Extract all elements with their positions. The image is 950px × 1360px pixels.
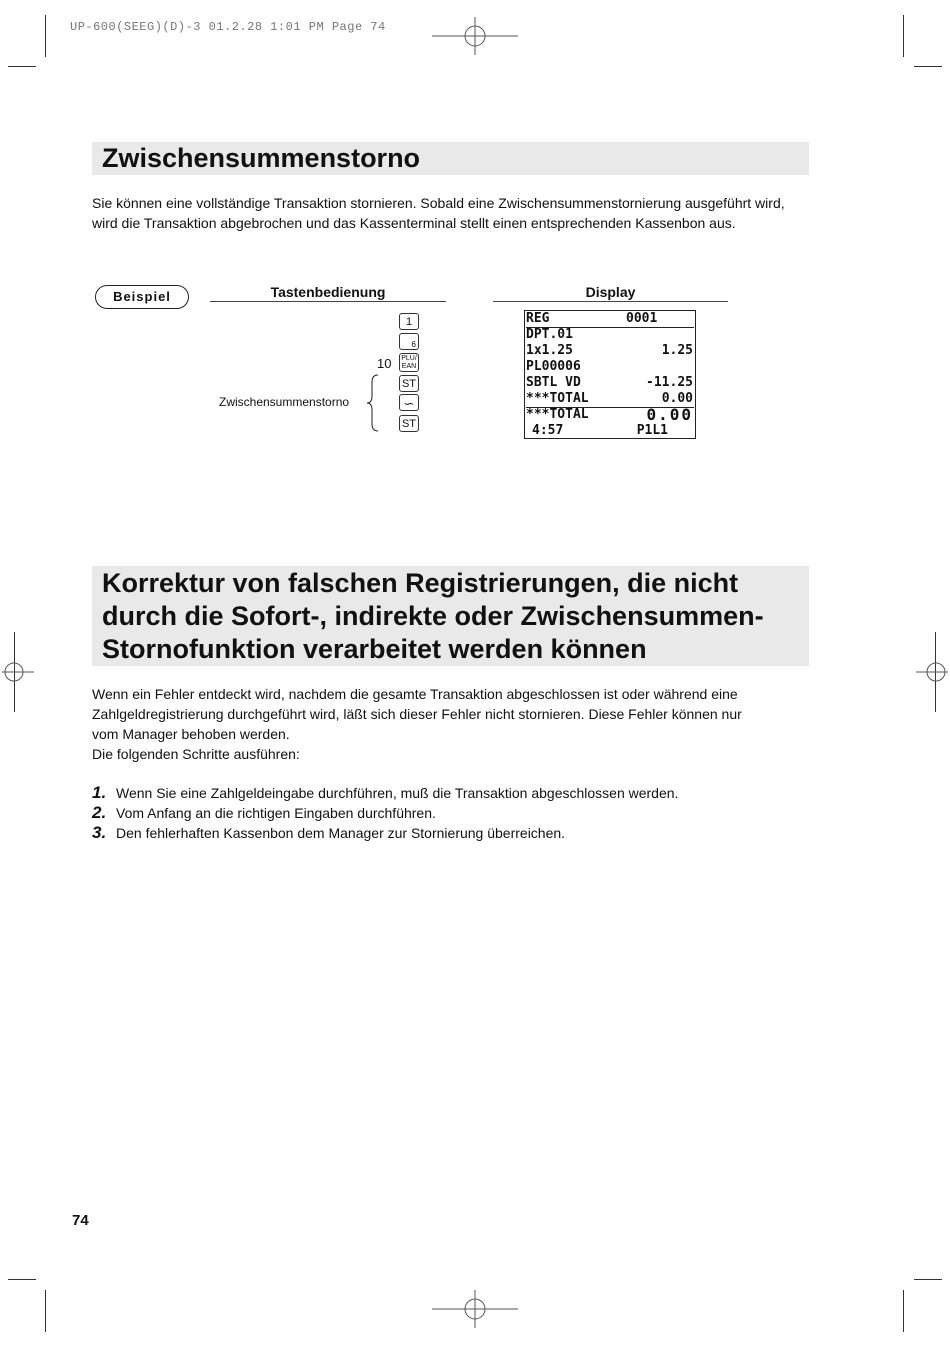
example-badge: Beispiel <box>95 285 189 309</box>
display-line <box>526 311 694 328</box>
plu-label: PLU/ <box>401 355 417 362</box>
display-text: SBTL VD <box>526 375 581 390</box>
display-text: ***TOTAL <box>526 391 589 406</box>
steps-list <box>92 783 832 843</box>
display-value: 0001 <box>626 311 658 326</box>
step-number: 3. <box>92 823 107 842</box>
display-value: -11.25 <box>646 375 693 390</box>
registration-mark-icon <box>2 658 34 686</box>
section-title-bar <box>92 142 809 175</box>
step-text: Den fehlerhaften Kassenbon dem Manager zur Stornierung überreichen. <box>116 825 566 841</box>
registration-mark-icon <box>432 1290 518 1328</box>
display-heading-rule <box>493 301 728 302</box>
key-st: ST <box>399 415 419 432</box>
display-line <box>526 359 694 375</box>
brace-icon <box>366 374 380 432</box>
display-line <box>526 423 694 439</box>
page-number: 74 <box>72 1212 89 1229</box>
display-time: 4:57 <box>532 423 564 438</box>
display-text: DPT.01 <box>526 327 573 342</box>
registration-mark-icon <box>432 17 518 55</box>
display-total-value: 0.00 <box>646 405 693 424</box>
crop-mark <box>903 1290 904 1332</box>
crop-mark <box>8 66 36 67</box>
display-heading: Display <box>585 284 636 300</box>
step-text: Vom Anfang an die richtigen Eingaben durchführen. <box>116 805 436 821</box>
ean-label: EAN <box>401 363 417 370</box>
section-title-line: durch die Sofort-, indirekte oder Zwischensummen- <box>102 601 764 631</box>
keys-heading: Tastenbedienung <box>270 284 386 300</box>
registration-mark-icon <box>916 658 948 686</box>
key-6: 6 <box>399 333 419 350</box>
crop-mark <box>8 1279 36 1280</box>
display-value: 1.25 <box>661 343 693 358</box>
display-code: P1L1 <box>636 423 668 438</box>
display-line <box>526 343 694 359</box>
section-title-line: Korrektur von falschen Registrierungen, die nicht <box>102 568 739 598</box>
display-line <box>526 407 694 423</box>
paragraph-line: Die folgenden Schritte ausführen: <box>92 746 300 762</box>
key-void: ∽ <box>399 394 419 411</box>
display-text: REG <box>526 311 550 326</box>
key-plu-ean <box>399 353 419 372</box>
intro-paragraph: Sie können eine vollständige Transaktion stornieren. Sobald eine Zwischensummenstornierung ausgeführt wird, wird die Transaktion abgebrochen und das Kassenterminal stellt einen entsprechenden Kassenbon aus. <box>92 195 785 231</box>
print-header: UP-600(SEEG)(D)-3 01.2.28 1:01 PM Page 74 <box>70 20 386 34</box>
paragraph-line: Zahlgeldregistrierung durchgeführt wird, läßt sich dieser Fehler nicht stornieren. Diese Fehler können nur <box>92 706 742 722</box>
list-item <box>92 803 832 823</box>
paragraph-line: Wenn ein Fehler entdeckt wird, nachdem die gesamte Transaktion abgeschlossen ist oder während eine <box>92 686 738 702</box>
list-item <box>92 783 832 803</box>
keys-heading-rule <box>210 301 446 302</box>
display-line <box>526 327 694 343</box>
section-title-line: Stornofunktion verarbeitet werden können <box>102 634 647 664</box>
body-paragraph <box>92 684 812 764</box>
display-text: 1x1.25 <box>526 343 573 358</box>
section-title: Zwischensummenstorno <box>102 143 421 173</box>
crop-mark <box>914 1279 942 1280</box>
crop-mark <box>914 66 942 67</box>
display-text: PL00006 <box>526 359 581 374</box>
brace-label: Zwischensummenstorno <box>219 395 350 409</box>
crop-mark <box>903 15 904 57</box>
register-display <box>524 310 696 439</box>
step-number: 1. <box>92 783 107 802</box>
list-item <box>92 823 832 843</box>
section-title-bar <box>92 566 809 666</box>
paragraph-line: vom Manager behoben werden. <box>92 726 290 742</box>
display-text: ***TOTAL <box>526 407 589 422</box>
step-text: Wenn Sie eine Zahlgeldeingabe durchführen, muß die Transaktion abgeschlossen werden. <box>116 785 679 801</box>
quantity-label: 10 <box>377 356 392 371</box>
display-line <box>526 375 694 391</box>
crop-mark <box>45 1290 46 1332</box>
crop-mark <box>45 15 46 57</box>
key-1: 1 <box>399 313 419 330</box>
key-st: ST <box>399 375 419 392</box>
step-number: 2. <box>92 803 107 822</box>
display-value: 0.00 <box>661 391 693 406</box>
